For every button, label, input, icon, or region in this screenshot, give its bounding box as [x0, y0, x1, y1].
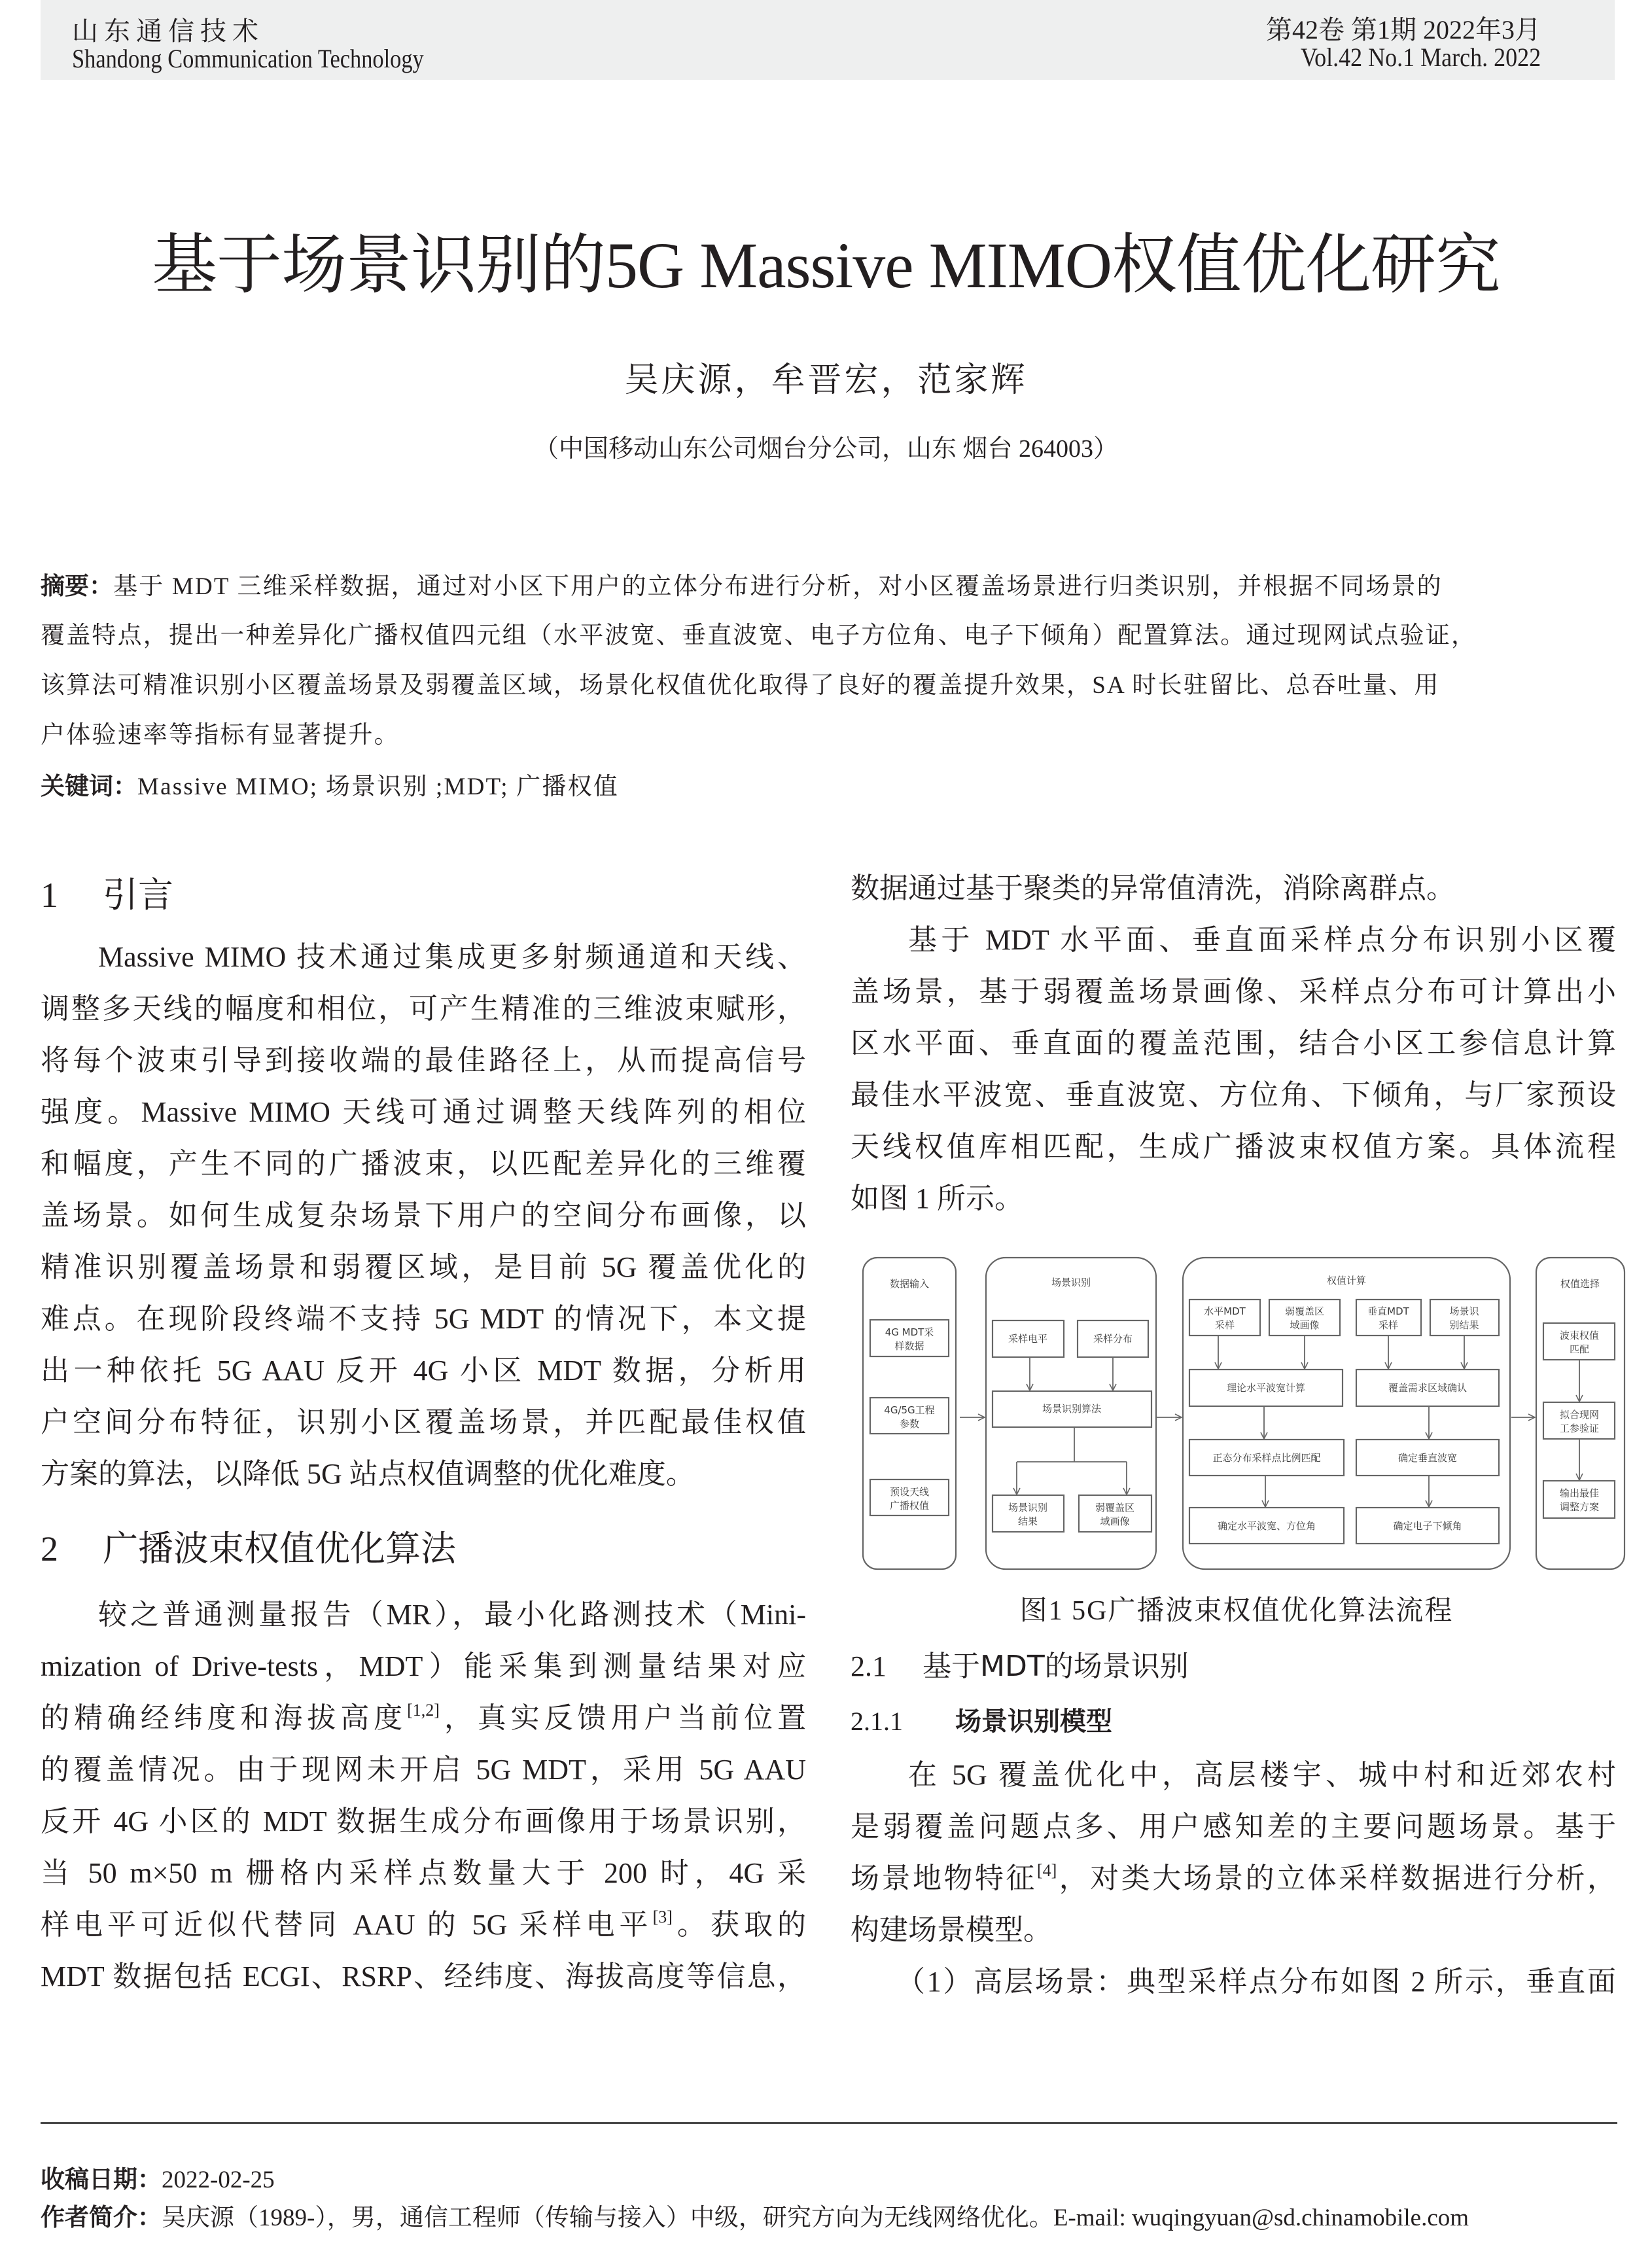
figure-caption: 图1 5G广播波束权值优化算法流程: [1019, 1596, 1454, 1626]
box-label: 采样分布: [1093, 1333, 1133, 1345]
body-line: 基于 MDT 水平面、垂直面采样点分布识别小区覆: [908, 924, 1616, 956]
right-column-top: [851, 862, 1616, 1224]
body-line: [41, 1692, 806, 1744]
body-line: 盖场景，基于弱覆盖场景画像、采样点分布可计算出小: [851, 976, 1616, 1008]
abstract-line: [41, 569, 1617, 604]
body-line: 户空间分布特征，识别小区覆盖场景，并匹配最佳权值: [41, 1406, 806, 1438]
body-line: 如图 1 所示。: [851, 1182, 1023, 1214]
section-title: 基于MDT的场景识别: [923, 1650, 1189, 1683]
box-label: 4G MDT采: [885, 1326, 934, 1338]
lane-title: 权值选择: [1560, 1278, 1600, 1290]
body-text: ，真实反馈用户当前位置: [439, 1702, 807, 1734]
box-label: 广播权值: [889, 1500, 930, 1512]
abstract-line: 覆盖特点，提出一种差异化广播权值四元组（水平波宽、垂直波宽、电子方位角、电子下倾角）配置算法。通过现网试点验证，: [41, 622, 1477, 649]
issue-info-en: Vol.42 No.1 March. 2022: [1300, 43, 1541, 72]
box-label: 参数: [899, 1418, 920, 1430]
box-label: 垂直MDT: [1367, 1305, 1409, 1317]
box-label: 理论水平波宽计算: [1226, 1382, 1306, 1394]
section-number: 2.1.1: [851, 1707, 903, 1736]
section-heading-2: [41, 1500, 806, 1585]
box-label: 工参验证: [1559, 1423, 1600, 1434]
right-column-bottom: [851, 1639, 1616, 2008]
box-label: 弱覆盖区: [1095, 1502, 1135, 1514]
body-line: 盖场景。如何生成复杂场景下用户的空间分布画像，以: [41, 1199, 806, 1231]
body-line: 调整多天线的幅度和相位，可产生精准的三维波束赋形，: [41, 993, 806, 1025]
box-label: 场景识: [1449, 1305, 1479, 1317]
box-label: 别结果: [1449, 1319, 1479, 1331]
citation: [4]: [1036, 1861, 1057, 1880]
box-label: 确定水平波宽、方位角: [1217, 1520, 1316, 1532]
box-label: 域画像: [1100, 1515, 1130, 1527]
box-label: 弱覆盖区: [1284, 1305, 1325, 1317]
box-label: 预设天线: [889, 1486, 930, 1498]
box-label: 输出最佳: [1559, 1487, 1600, 1499]
citation: [1,2]: [407, 1701, 440, 1720]
body-line: Massive MIMO 技术通过集成更多射频通道和天线、: [98, 941, 806, 973]
body-text: 场景地物特征: [851, 1862, 1037, 1894]
lane-title: 权值计算: [1326, 1275, 1367, 1286]
body-line: 是弱覆盖问题点多、用户感知差的主要问题场景。基于: [851, 1811, 1616, 1843]
subsection-heading-2-1-1: [851, 1694, 1616, 1749]
abstract-label: 摘要：: [41, 572, 113, 600]
body-line: MDT 数据包括 ECGI、RSRP、经纬度、海拔高度等信息，: [41, 1960, 806, 1992]
box-label: 采样: [1378, 1319, 1399, 1331]
lane-title: 场景识别: [1051, 1277, 1091, 1288]
body-line: （1）高层场景：典型采样点分布如图 2 所示，垂直面: [896, 1966, 1616, 1998]
body-line: 出一种依托 5G AAU 反开 4G 小区 MDT 数据，分析用: [41, 1355, 806, 1387]
flowchart-svg: [844, 1243, 1629, 1584]
body-line: 当 50 m×50 m 栅格内采样点数量大于 200 时，4G 采: [41, 1857, 806, 1889]
citation: [3]: [652, 1907, 673, 1926]
abstract-text: 基于 MDT 三维采样数据，通过对小区下用户的立体分布进行分析，对小区覆盖场景进行归类识别，并根据不同场景的: [113, 573, 1443, 600]
journal-name-en: Shandong Communication Technology: [72, 44, 424, 73]
box-label: 采样: [1214, 1319, 1235, 1331]
box-label: 样数据: [894, 1340, 924, 1352]
received-label: 收稿日期：: [41, 2165, 162, 2193]
section-title: 场景识别模型: [955, 1707, 1112, 1737]
body-line: 在 5G 覆盖优化中，高层楼宇、城中村和近郊农村: [908, 1759, 1616, 1791]
authors: 吴庆源，牟晋宏，范家辉: [624, 361, 1028, 400]
body-line: 和幅度，产生不同的广播波束，以匹配差异化的三维覆: [41, 1148, 806, 1180]
box-label: 场景识别: [1008, 1502, 1048, 1514]
box-label: 匹配: [1569, 1343, 1590, 1355]
box-label: 覆盖需求区域确认: [1388, 1382, 1467, 1394]
section-title: 引言: [103, 874, 173, 915]
author-bio-line: [41, 2197, 1469, 2233]
issue-info-cn: 第42卷 第1期 2022年3月: [1266, 15, 1541, 44]
body-line: 将每个波束引导到接收端的最佳路径上，从而提高信号: [41, 1044, 806, 1076]
keywords-label: 关键词：: [41, 772, 137, 800]
body-line: 难点。在现阶段终端不支持 5G MDT 的情况下，本文提: [41, 1303, 806, 1335]
body-line: [851, 1852, 1616, 1904]
body-line: 的覆盖情况。由于现网未开启 5G MDT，采用 5G AAU: [41, 1754, 806, 1786]
body-line: 天线权值库相匹配，生成广播波束权值方案。具体流程: [851, 1131, 1616, 1163]
box-label: 确定电子下倾角: [1393, 1520, 1462, 1532]
box-label: 拟合现网: [1559, 1409, 1600, 1421]
box-label: 域画像: [1290, 1319, 1320, 1331]
footer-divider: [41, 2122, 1617, 2124]
body-text: 的精确经纬度和海拔高度: [41, 1702, 408, 1734]
body-line: mization of Drive-tests，MDT）能采集到测量结果对应: [41, 1650, 806, 1682]
body-line: 数据通过基于聚类的异常值清洗，消除离群点。: [851, 872, 1455, 904]
abstract-line: 该算法可精准识别小区覆盖场景及弱覆盖区域，场景化权值优化取得了良好的覆盖提升效果，SA 时长驻留比、总吞吐量、用: [41, 672, 1440, 699]
box-label: 水平MDT: [1204, 1305, 1246, 1317]
paper-title: 基于场景识别的5G Massive MIMO权值优化研究: [152, 229, 1500, 302]
body-text: 。获取的: [672, 1909, 806, 1941]
bio-text: 吴庆源（1989-），男，通信工程师（传输与接入）中级，研究方向为无线网络优化。E-mail: wuqingyuan@sd.chinamobile.com: [162, 2205, 1469, 2231]
body-line: 较之普通测量报告（MR），最小化路测技术（Mini-: [98, 1599, 806, 1631]
section-number: 1: [41, 876, 58, 915]
body-line: [41, 1899, 806, 1951]
body-line: 精准识别覆盖场景和弱覆区域，是目前 5G 覆盖优化的: [41, 1251, 806, 1283]
box-label: 采样电平: [1008, 1333, 1048, 1345]
body-text: 样电平可近似代替同 AAU 的 5G 采样电平: [41, 1909, 653, 1941]
body-line: 构建场景模型。: [851, 1914, 1052, 1946]
box-label: 调整方案: [1559, 1501, 1600, 1513]
body-line: 最佳水平波宽、垂直波宽、方位角、下倾角，与厂家预设: [851, 1079, 1616, 1111]
body-line: 方案的算法，以降低 5G 站点权值调整的优化难度。: [41, 1458, 695, 1490]
subsection-heading-2-1: [851, 1639, 1616, 1694]
body-text: ，对类大场景的立体采样数据进行分析，: [1057, 1862, 1617, 1894]
flowchart-figure: [844, 1243, 1629, 1584]
box-label: 4G/5G工程: [884, 1404, 935, 1416]
affiliation: （中国移动山东公司烟台分公司，山东 烟台 264003）: [533, 435, 1118, 463]
box-label: 场景识别算法: [1042, 1403, 1102, 1415]
section-title: 广播波束权值优化算法: [103, 1528, 456, 1569]
box-label: 正态分布采样点比例匹配: [1212, 1452, 1321, 1464]
lane-title: 数据输入: [889, 1278, 930, 1290]
section-number: 2.1: [851, 1650, 887, 1682]
box-label: 确定垂直波宽: [1397, 1452, 1458, 1464]
section-heading-1: [41, 862, 806, 931]
bio-label: 作者简介：: [41, 2203, 162, 2231]
section-number: 2: [41, 1529, 58, 1568]
box-label: 结果: [1017, 1515, 1038, 1527]
abstract-line: 户体验速率等指标有显著提升。: [41, 722, 400, 749]
body-line: 反开 4G 小区的 MDT 数据生成分布画像用于场景识别，: [41, 1805, 806, 1837]
keywords-text: Massive MIMO; 场景识别 ;MDT; 广播权值: [137, 773, 619, 800]
journal-name-cn: 山东通信技术: [72, 16, 264, 46]
keywords-line: [41, 770, 1617, 804]
left-column: [41, 862, 806, 2002]
body-line: 强度。Massive MIMO 天线可通过调整天线阵列的相位: [41, 1096, 806, 1128]
received-date: 2022-02-25: [162, 2167, 275, 2193]
received-date-line: [41, 2159, 275, 2195]
body-line: 区水平面、垂直面的覆盖范围，结合小区工参信息计算: [851, 1027, 1616, 1059]
box-label: 波束权值: [1559, 1330, 1600, 1341]
